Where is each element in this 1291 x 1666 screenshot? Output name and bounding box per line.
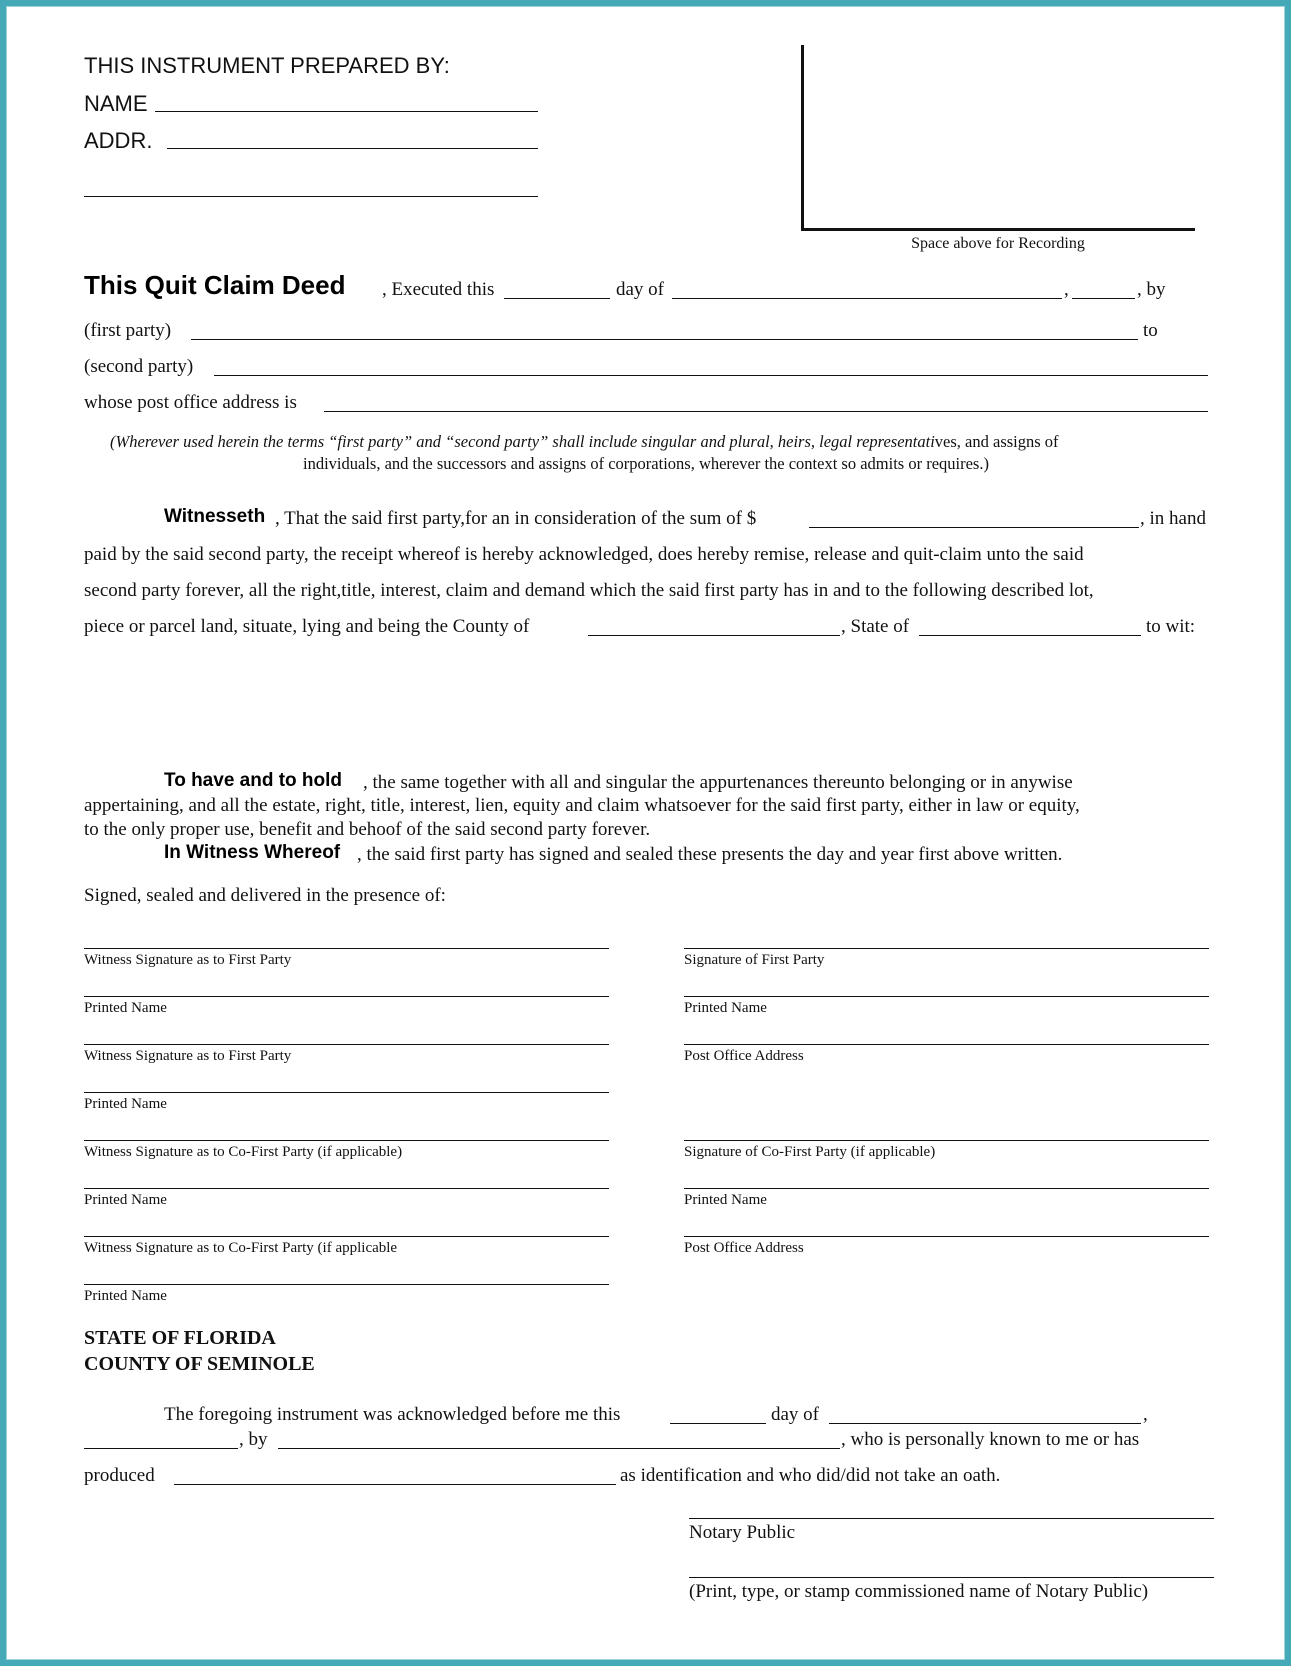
first-party-printed-name-line[interactable] xyxy=(684,996,1209,997)
executed-this-text: , Executed this xyxy=(382,279,495,300)
definition-line-1 xyxy=(110,432,1059,452)
in-hand-text: , in hand xyxy=(1140,508,1206,529)
consideration-amount-line[interactable] xyxy=(809,527,1139,528)
recording-box-left-border xyxy=(801,45,804,231)
identification-text: as identification and who did/did not take an oath. xyxy=(620,1465,1001,1486)
address-line[interactable] xyxy=(324,411,1208,412)
signed-sealed-text: Signed, sealed and delivered in the presence of: xyxy=(84,885,446,906)
county-heading: COUNTY OF SEMINOLE xyxy=(84,1353,315,1375)
produced-text: produced xyxy=(84,1465,155,1486)
second-party-line[interactable] xyxy=(214,375,1208,376)
county-line[interactable] xyxy=(588,635,840,636)
habendum-line-2: appertaining, and all the estate, right, title, interest, lien, equity and claim whatsoever for the said first party, either in law or equity, xyxy=(84,795,1080,816)
witness-printed-name-1-label: Printed Name xyxy=(84,1000,167,1016)
acknowledged-month-line[interactable] xyxy=(829,1423,1141,1424)
witness-printed-name-4-label: Printed Name xyxy=(84,1288,167,1304)
identification-line[interactable] xyxy=(174,1484,616,1485)
co-first-party-address-label: Post Office Address xyxy=(684,1240,804,1256)
definition-italic: (Wherever used herein the terms “first party” and “second party” shall include singular and plural, heirs, legal representati xyxy=(110,432,935,451)
co-first-party-address-line[interactable] xyxy=(684,1236,1209,1237)
notary-by-text: , by xyxy=(239,1429,268,1450)
second-party-label: (second party) xyxy=(84,356,194,377)
comma-text: , xyxy=(1064,279,1069,300)
by-text: , by xyxy=(1137,279,1166,300)
first-party-label: (first party) xyxy=(84,320,172,341)
witness-printed-name-2-label: Printed Name xyxy=(84,1096,167,1112)
witness-whereof-text: , the said first party has signed and sealed these presents the day and year first above written. xyxy=(357,844,1063,865)
document-page xyxy=(6,6,1285,1660)
witness-signature-3-label: Witness Signature as to Co-First Party (if applicable) xyxy=(84,1144,403,1160)
witness-signature-4-label: Witness Signature as to Co-First Party (if applicable xyxy=(84,1240,398,1256)
definition-line-2: individuals, and the successors and assigns of corporations, wherever the context so admits or requires.) xyxy=(303,454,989,473)
executed-day-line[interactable] xyxy=(504,298,610,299)
witnesseth-heading: Witnesseth xyxy=(164,506,266,527)
acknowledged-text: The foregoing instrument was acknowledged before me this xyxy=(164,1404,621,1425)
habendum-line-1: , the same together with all and singular the appurtenances thereunto belonging or in anywise xyxy=(363,772,1073,793)
notary-public-label: Notary Public xyxy=(689,1522,796,1543)
first-party-printed-name-label: Printed Name xyxy=(684,1000,767,1016)
witness-signature-3-line[interactable] xyxy=(84,1140,609,1141)
first-party-signature-label: Signature of First Party xyxy=(684,952,825,968)
witness-signature-1-label: Witness Signature as to First Party xyxy=(84,952,292,968)
personally-known-text: , who is personally known to me or has xyxy=(841,1429,1140,1450)
state-line[interactable] xyxy=(919,635,1141,636)
definition-rest: ves, and assigns of xyxy=(934,432,1059,451)
name-line[interactable] xyxy=(155,111,538,112)
first-party-address-label: Post Office Address xyxy=(684,1048,804,1064)
notary-print-name-label: (Print, type, or stamp commissioned name of Notary Public) xyxy=(689,1581,1149,1602)
recording-note: Space above for Recording xyxy=(911,235,1085,252)
witness-whereof-heading: In Witness Whereof xyxy=(164,842,341,863)
witnesseth-line-3: second party forever, all the right,title, interest, claim and demand which the said first party has in and to the following described lot, xyxy=(84,580,1094,601)
notary-name-line[interactable] xyxy=(689,1577,1214,1578)
addr-line-2[interactable] xyxy=(84,196,538,197)
co-first-party-printed-name-line[interactable] xyxy=(684,1188,1209,1189)
witness-printed-name-4-line[interactable] xyxy=(84,1284,609,1285)
witness-printed-name-2-line[interactable] xyxy=(84,1092,609,1093)
name-label: NAME xyxy=(84,91,148,116)
witness-printed-name-3-label: Printed Name xyxy=(84,1192,167,1208)
witnesseth-line-2: paid by the said second party, the receipt whereof is hereby acknowledged, does hereby remise, release and quit-claim unto the said xyxy=(84,544,1084,565)
to-label: to xyxy=(1143,320,1158,341)
co-first-party-printed-name-label: Printed Name xyxy=(684,1192,767,1208)
witness-signature-1-line[interactable] xyxy=(84,948,609,949)
first-party-address-line[interactable] xyxy=(684,1044,1209,1045)
prepared-by-heading: THIS INSTRUMENT PREPARED BY: xyxy=(84,53,450,78)
day-of-text: day of xyxy=(616,279,665,300)
deed-title: This Quit Claim Deed xyxy=(84,270,346,300)
executed-month-line[interactable] xyxy=(672,298,1062,299)
recording-box-bottom-border xyxy=(801,228,1195,231)
co-first-party-signature-label: Signature of Co-First Party (if applicable) xyxy=(684,1144,936,1160)
witnesseth-line-4: piece or parcel land, situate, lying and being the County of xyxy=(84,616,530,637)
acknowledged-year-line[interactable] xyxy=(84,1448,238,1449)
address-label: whose post office address is xyxy=(84,392,297,413)
to-have-heading: To have and to hold xyxy=(164,770,343,791)
state-of-text: , State of xyxy=(841,616,910,637)
habendum-line-3: to the only proper use, benefit and behoof of the said second party forever. xyxy=(84,819,651,840)
witness-printed-name-3-line[interactable] xyxy=(84,1188,609,1189)
acknowledged-day-line[interactable] xyxy=(670,1423,766,1424)
notary-day-of-text: day of xyxy=(771,1404,820,1425)
witness-signature-4-line[interactable] xyxy=(84,1236,609,1237)
first-party-line[interactable] xyxy=(191,339,1138,340)
witnesseth-intro: , That the said first party,for an in consideration of the sum of $ xyxy=(275,508,757,529)
notary-comma-text: , xyxy=(1143,1404,1148,1425)
co-first-party-signature-line[interactable] xyxy=(684,1140,1209,1141)
witness-printed-name-1-line[interactable] xyxy=(84,996,609,997)
addr-label: ADDR. xyxy=(84,128,153,153)
executed-year-line[interactable] xyxy=(1072,298,1135,299)
acknowledged-by-line[interactable] xyxy=(278,1448,840,1449)
notary-signature-line[interactable] xyxy=(689,1518,1214,1519)
first-party-signature-line[interactable] xyxy=(684,948,1209,949)
addr-line-1[interactable] xyxy=(167,148,538,149)
to-wit-text: to wit: xyxy=(1146,616,1196,637)
state-heading: STATE OF FLORIDA xyxy=(84,1327,276,1349)
witness-signature-2-line[interactable] xyxy=(84,1044,609,1045)
witness-signature-2-label: Witness Signature as to First Party xyxy=(84,1048,292,1064)
